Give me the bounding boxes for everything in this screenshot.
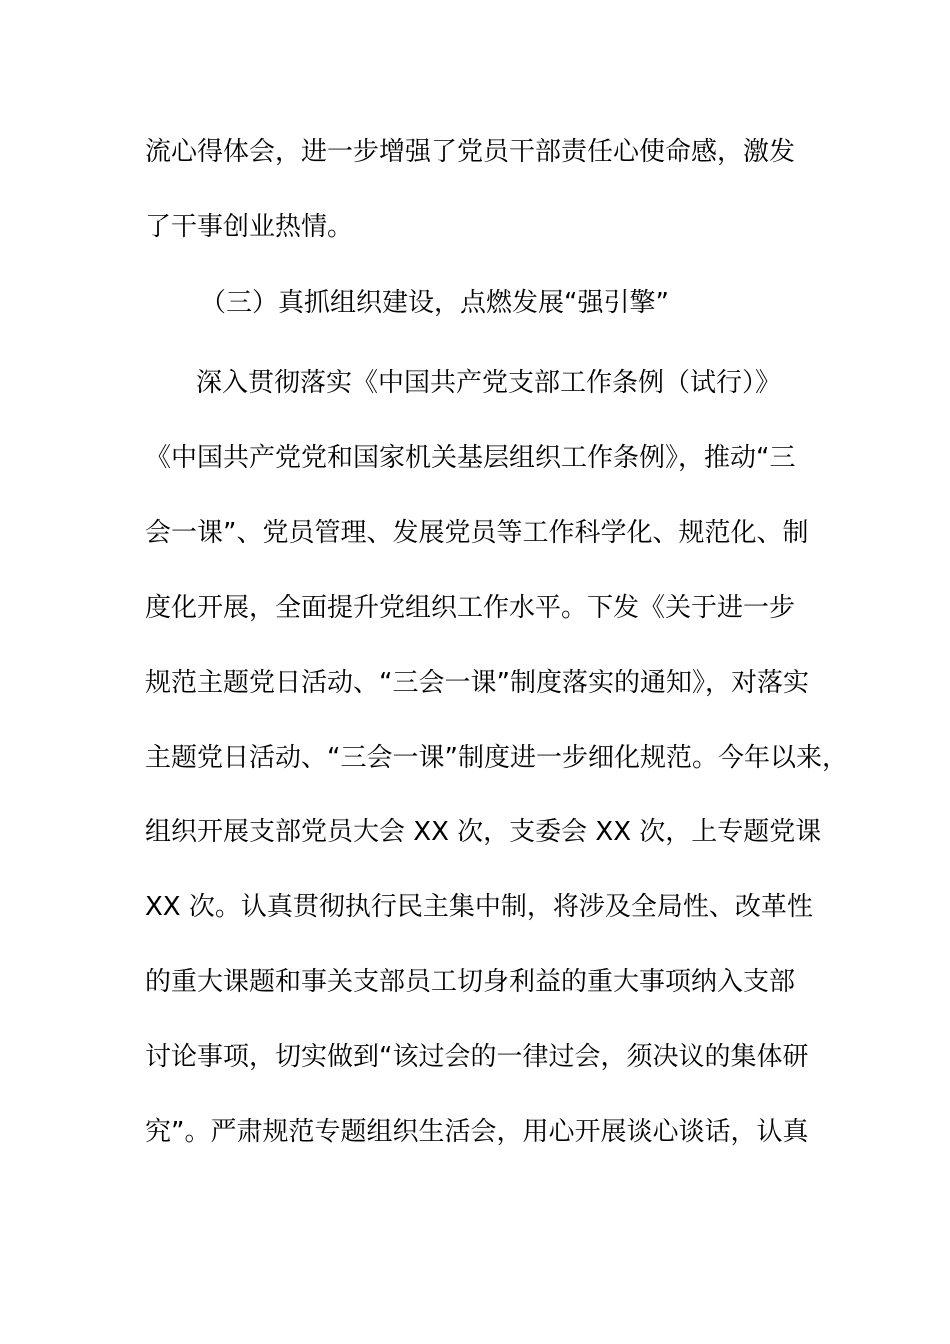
section-heading: （三）真抓组织建设，点燃发展“强引擎”: [200, 288, 669, 318]
paragraph-first-line: 深入贯彻落实《中国共产党支部工作条例（试行）》: [196, 368, 782, 398]
text-line: 会一课”、党员管理、发展党员等工作科学化、规范化、制: [145, 518, 809, 548]
text-line: 究”。严肃规范专题组织生活会，用心开展谈心谈话，认真: [145, 1117, 809, 1147]
text-line: 主题党日活动、“三会一课”制度进一步细化规范。今年以来，: [145, 743, 848, 773]
text-line: 《中国共产党党和国家机关基层组织工作条例》，推动“三: [145, 443, 796, 473]
text-line: 度化开展，全面提升党组织工作水平。下发《关于进一步: [145, 593, 796, 623]
text-line: 了干事创业热情。: [145, 212, 354, 242]
text-line: 的重大课题和事关支部员工切身利益的重大事项纳入支部: [145, 967, 796, 997]
text-line: 规范主题党日活动、“三会一课”制度落实的通知》，对落实: [145, 668, 809, 698]
text-line: XX 次。认真贯彻执行民主集中制，将涉及全局性、改革性: [145, 892, 813, 922]
text-line: 流心得体会，进一步增强了党员干部责任心使命感，激发: [145, 137, 796, 167]
text-line: 讨论事项，切实做到“该过会的一律过会，须决议的集体研: [145, 1042, 809, 1072]
text-line: 组织开展支部党员大会 XX 次，支委会 XX 次，上专题党课: [145, 817, 822, 847]
